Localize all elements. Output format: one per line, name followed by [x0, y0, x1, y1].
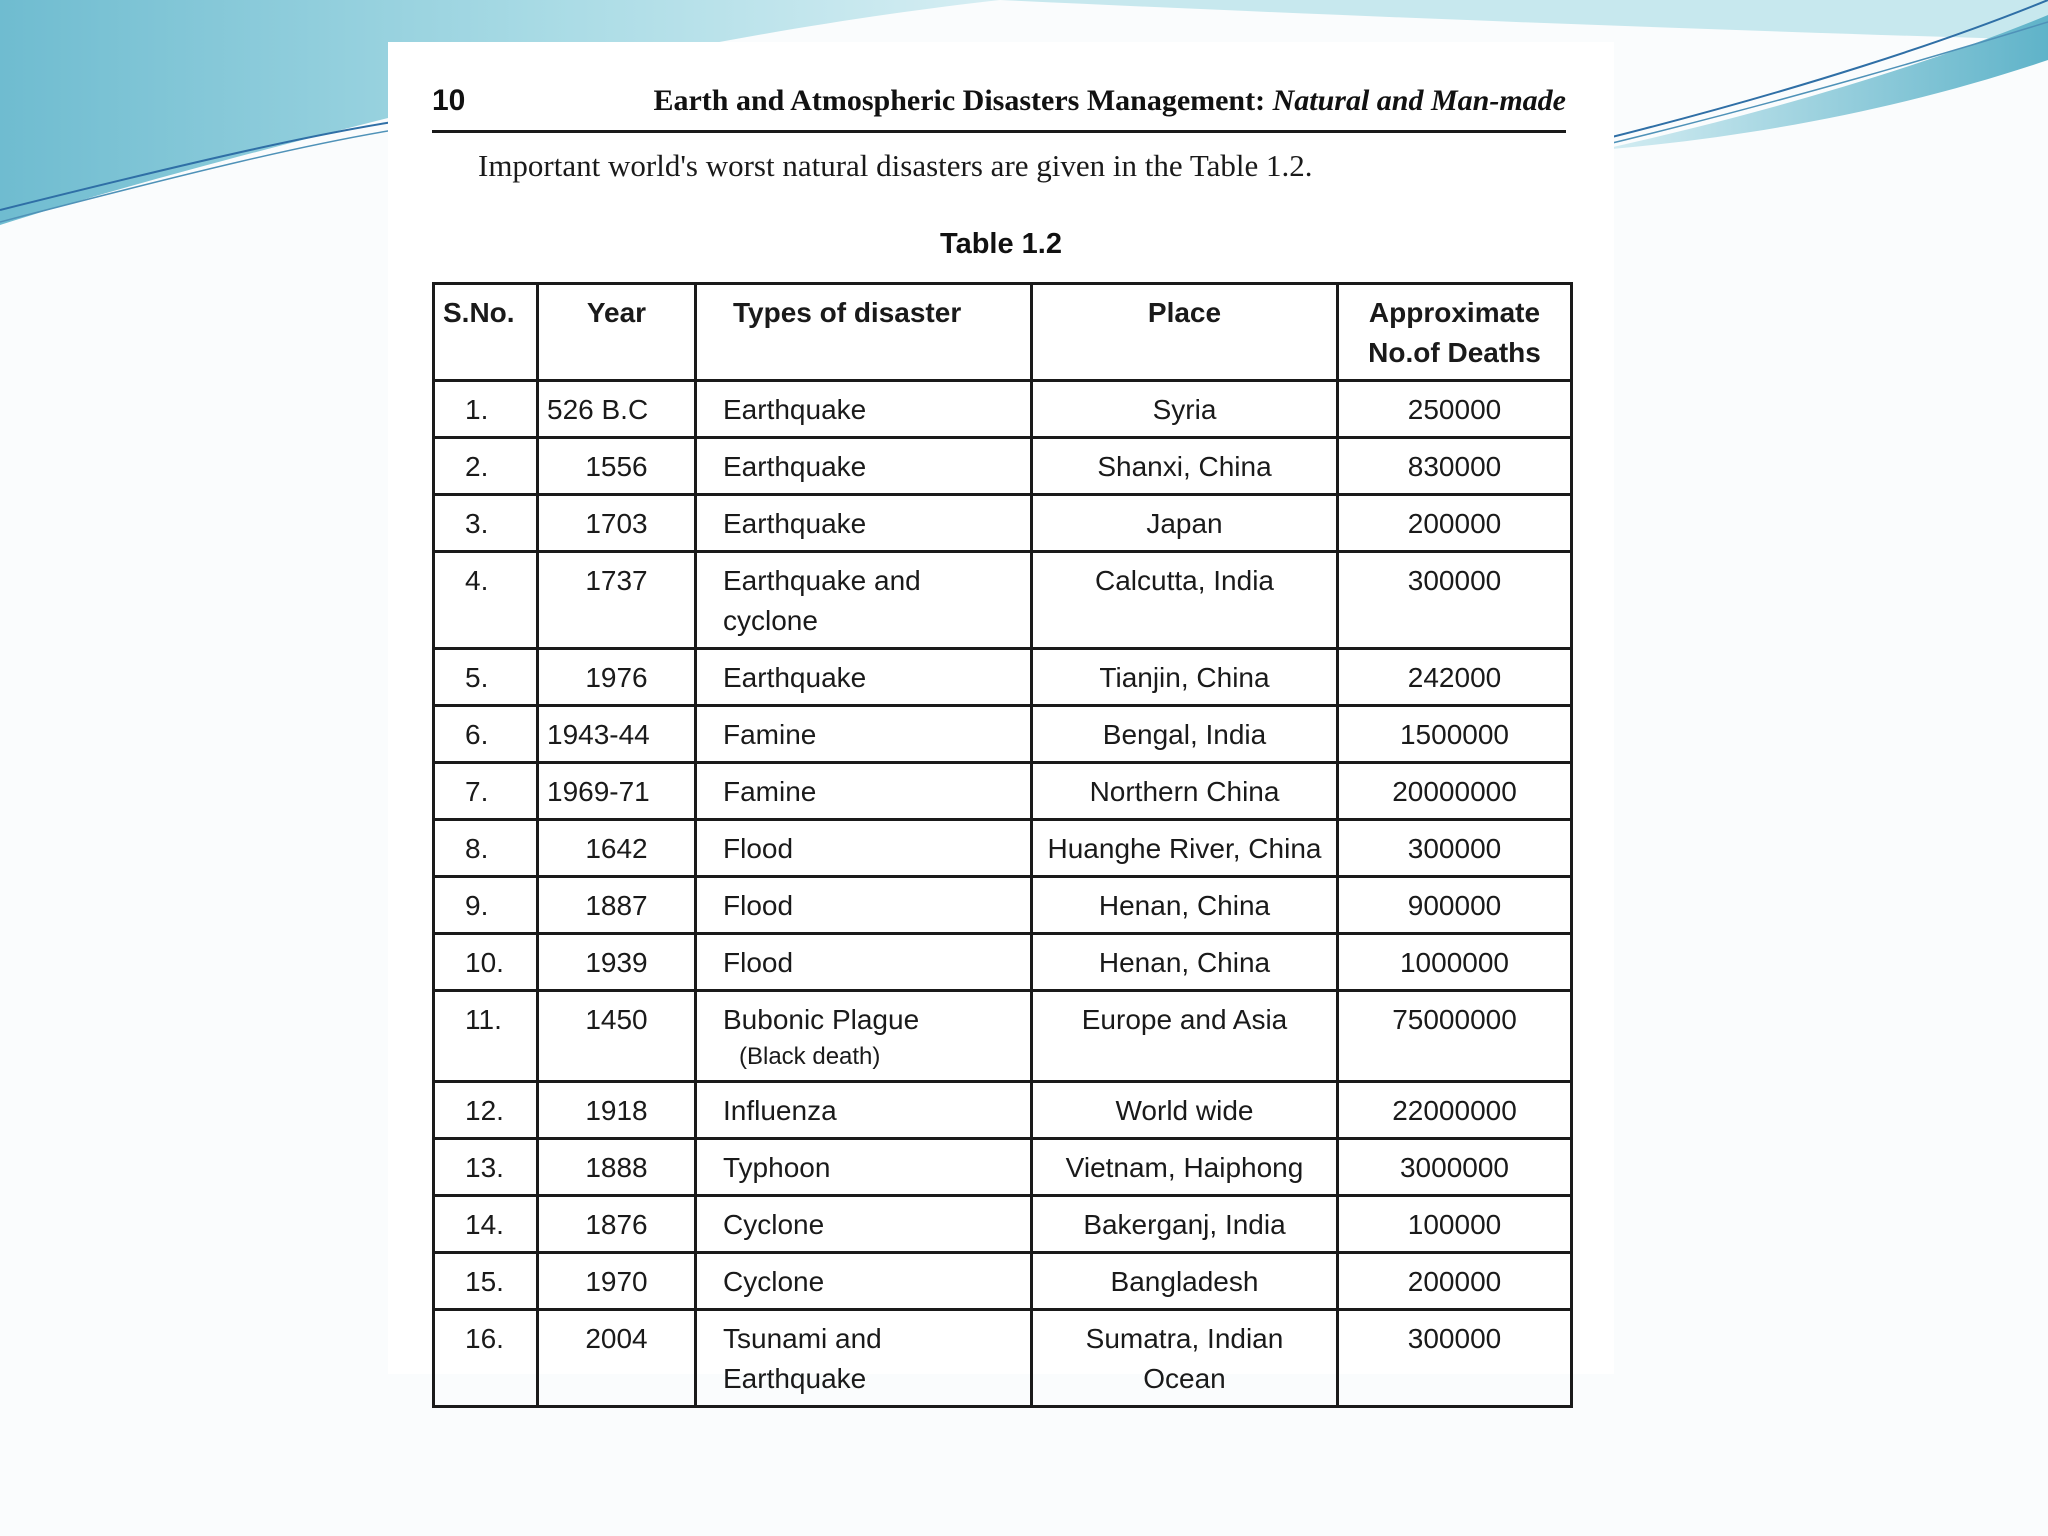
- cell-place: [1032, 763, 1338, 820]
- cell-type-text: Earthquake: [723, 662, 867, 693]
- cell-sno: [434, 1310, 538, 1407]
- table-row: [434, 438, 1572, 495]
- cell-place-text: Bengal, India: [1102, 719, 1267, 750]
- cell-year: [538, 706, 696, 763]
- cell-deaths-text: 200000: [1407, 1266, 1502, 1297]
- cell-year: [538, 1310, 696, 1407]
- cell-sno-text: 10.: [465, 947, 504, 978]
- table-row: [434, 991, 1572, 1082]
- cell-sno: [434, 1139, 538, 1196]
- cell-type: [696, 991, 1032, 1082]
- cell-deaths-text: 200000: [1407, 508, 1502, 539]
- cell-place: [1032, 1253, 1338, 1310]
- cell-deaths: [1338, 1082, 1572, 1139]
- cell-sno: [434, 934, 538, 991]
- cell-place-text: Northern China: [1089, 776, 1280, 807]
- cell-type-text: Influenza: [723, 1095, 837, 1126]
- table-row: [434, 1082, 1572, 1139]
- cell-type-text: Tsunami and Earthquake: [723, 1323, 882, 1394]
- cell-sno-text: 15.: [465, 1266, 504, 1297]
- cell-year-text: 1970: [585, 1266, 648, 1297]
- cell-year-text: 1969-71: [547, 776, 650, 807]
- table-row: [434, 495, 1572, 552]
- cell-year-text: 1703: [585, 508, 648, 539]
- cell-year: [538, 820, 696, 877]
- cell-type-text: Famine: [723, 719, 817, 750]
- cell-deaths-text: 300000: [1407, 1323, 1502, 1354]
- table-row: [434, 820, 1572, 877]
- cell-year: [538, 495, 696, 552]
- cell-year-text: 1887: [585, 890, 648, 921]
- cell-type: [696, 381, 1032, 438]
- running-head: [432, 64, 1566, 133]
- cell-type: [696, 552, 1032, 649]
- cell-place-text: Henan, China: [1098, 890, 1271, 921]
- cell-type: [696, 820, 1032, 877]
- cell-place: [1032, 1139, 1338, 1196]
- cell-type: [696, 438, 1032, 495]
- cell-sno: [434, 649, 538, 706]
- cell-year-text: 1976: [585, 662, 648, 693]
- cell-place: [1032, 1082, 1338, 1139]
- cell-place-text: Henan, China: [1098, 947, 1271, 978]
- cell-sno: [434, 763, 538, 820]
- cell-deaths: [1338, 1253, 1572, 1310]
- cell-deaths: [1338, 934, 1572, 991]
- cell-year: [538, 1253, 696, 1310]
- cell-year-text: 1450: [585, 1004, 648, 1035]
- cell-sno-text: 6.: [465, 719, 489, 750]
- cell-type: [696, 763, 1032, 820]
- cell-place-text: Europe and Asia: [1081, 1004, 1288, 1035]
- cell-year-text: 1888: [585, 1152, 648, 1183]
- cell-place-text: World wide: [1115, 1095, 1254, 1126]
- cell-sno-text: 13.: [465, 1152, 504, 1183]
- cell-sno-text: 2.: [465, 451, 489, 482]
- header-sno: S.No.: [434, 284, 538, 381]
- cell-place-text: Shanxi, China: [1097, 451, 1272, 482]
- cell-place: [1032, 438, 1338, 495]
- cell-year-text: 2004: [585, 1323, 648, 1354]
- header-deaths: Approximate No.of Deaths: [1338, 284, 1572, 381]
- cell-type-text: Famine: [723, 776, 817, 807]
- cell-place: [1032, 495, 1338, 552]
- cell-place: [1032, 820, 1338, 877]
- cell-deaths-text: 22000000: [1392, 1095, 1517, 1126]
- cell-type-text: Earthquake: [723, 394, 867, 425]
- cell-type: [696, 1082, 1032, 1139]
- cell-year-text: 1556: [585, 451, 648, 482]
- cell-sno: [434, 552, 538, 649]
- cell-deaths-text: 900000: [1407, 890, 1502, 921]
- cell-sno-text: 14.: [465, 1209, 504, 1240]
- cell-sno-text: 4.: [465, 565, 489, 596]
- cell-deaths: [1338, 552, 1572, 649]
- cell-place: [1032, 381, 1338, 438]
- cell-type: [696, 934, 1032, 991]
- cell-type: [696, 1139, 1032, 1196]
- cell-deaths-text: 300000: [1407, 833, 1502, 864]
- cell-type: [696, 1253, 1032, 1310]
- table-row: [434, 763, 1572, 820]
- cell-type-text: Earthquake: [723, 508, 867, 539]
- cell-sno-text: 1.: [465, 394, 489, 425]
- cell-deaths-text: 100000: [1407, 1209, 1502, 1240]
- table-row: [434, 1253, 1572, 1310]
- cell-year-text: 1642: [585, 833, 648, 864]
- cell-deaths: [1338, 763, 1572, 820]
- cell-place: [1032, 649, 1338, 706]
- table-body: [434, 381, 1572, 1407]
- cell-type: [696, 495, 1032, 552]
- cell-deaths: [1338, 438, 1572, 495]
- cell-deaths: [1338, 820, 1572, 877]
- table-row: [434, 552, 1572, 649]
- cell-place-text: Calcutta, India: [1095, 565, 1274, 596]
- cell-year-text: 1918: [585, 1095, 648, 1126]
- table-row: [434, 934, 1572, 991]
- cell-type-text: Flood: [723, 947, 794, 978]
- cell-place-text: Syria: [1152, 394, 1217, 425]
- cell-year: [538, 1082, 696, 1139]
- cell-deaths: [1338, 877, 1572, 934]
- table-caption: Table 1.2: [940, 228, 1062, 260]
- cell-deaths-text: 1500000: [1399, 719, 1509, 750]
- cell-deaths: [1338, 1310, 1572, 1407]
- cell-deaths: [1338, 706, 1572, 763]
- table-header-row: [434, 284, 1572, 381]
- cell-year: [538, 934, 696, 991]
- cell-year: [538, 381, 696, 438]
- cell-type-text: Cyclone: [723, 1209, 825, 1240]
- scanned-book-page: [388, 42, 1614, 1394]
- cell-sno: [434, 1082, 538, 1139]
- cell-place-text: Huanghe River, China: [1047, 833, 1322, 864]
- cell-type: [696, 1310, 1032, 1407]
- cell-sno-text: 11.: [465, 1004, 502, 1035]
- cell-year: [538, 763, 696, 820]
- cell-sno: [434, 438, 538, 495]
- cell-deaths: [1338, 991, 1572, 1082]
- cell-sno: [434, 991, 538, 1082]
- disasters-table: [432, 282, 1573, 1408]
- intro-paragraph: Important world's worst natural disasters are given in the Table 1.2.: [478, 148, 1313, 183]
- cell-sno-text: 16.: [465, 1323, 504, 1354]
- cell-type-note: (Black death): [739, 1043, 881, 1070]
- cell-year-text: 526 B.C: [547, 394, 649, 425]
- cell-sno: [434, 820, 538, 877]
- cell-year: [538, 877, 696, 934]
- cell-year: [538, 1196, 696, 1253]
- cell-place-text: Sumatra, Indian Ocean: [1085, 1323, 1284, 1394]
- header-type: Types of disaster: [696, 284, 1032, 381]
- cell-sno: [434, 1196, 538, 1253]
- cell-place: [1032, 991, 1338, 1082]
- cell-deaths: [1338, 1139, 1572, 1196]
- cell-type: [696, 649, 1032, 706]
- header-year: Year: [538, 284, 696, 381]
- cell-type-text: Bubonic Plague: [723, 1004, 920, 1035]
- cell-sno-text: 12.: [465, 1095, 504, 1126]
- cell-year-text: 1737: [585, 565, 648, 596]
- cell-type: [696, 1196, 1032, 1253]
- cell-type-text: Flood: [723, 833, 794, 864]
- cell-deaths-text: 75000000: [1392, 1004, 1517, 1035]
- cell-year: [538, 438, 696, 495]
- cell-deaths-text: 300000: [1407, 565, 1502, 596]
- cell-place: [1032, 706, 1338, 763]
- cell-deaths-text: 830000: [1407, 451, 1502, 482]
- cell-place-text: Bangladesh: [1110, 1266, 1259, 1297]
- book-title: [653, 84, 1566, 118]
- book-title-italic: Natural and Man-made: [1272, 84, 1566, 117]
- cell-type-text: Earthquake and cyclone: [723, 565, 921, 636]
- cell-year: [538, 991, 696, 1082]
- table-row: [434, 381, 1572, 438]
- table-row: [434, 706, 1572, 763]
- cell-sno: [434, 381, 538, 438]
- cell-year-text: 1876: [585, 1209, 648, 1240]
- cell-place-text: Japan: [1146, 508, 1223, 539]
- cell-place: [1032, 1196, 1338, 1253]
- cell-type-text: Cyclone: [723, 1266, 825, 1297]
- cell-type-text: Typhoon: [723, 1152, 831, 1183]
- cell-place-text: Vietnam, Haiphong: [1065, 1152, 1304, 1183]
- cell-deaths: [1338, 381, 1572, 438]
- cell-deaths-text: 242000: [1407, 662, 1502, 693]
- cell-year: [538, 1139, 696, 1196]
- cell-sno-text: 7.: [465, 776, 489, 807]
- cell-sno-text: 3.: [465, 508, 489, 539]
- cell-type-text: Earthquake: [723, 451, 867, 482]
- cell-type: [696, 877, 1032, 934]
- cell-deaths: [1338, 495, 1572, 552]
- table-row: [434, 1196, 1572, 1253]
- table-row: [434, 1139, 1572, 1196]
- cell-type: [696, 706, 1032, 763]
- cell-place: [1032, 1310, 1338, 1407]
- cell-sno-text: 5.: [465, 662, 489, 693]
- cell-sno: [434, 1253, 538, 1310]
- cell-sno-text: 9.: [465, 890, 489, 921]
- cell-place-text: Bakerganj, India: [1083, 1209, 1286, 1240]
- cell-deaths: [1338, 1196, 1572, 1253]
- table-row: [434, 877, 1572, 934]
- cell-sno: [434, 877, 538, 934]
- cell-year-text: 1939: [585, 947, 648, 978]
- cell-deaths-text: 20000000: [1392, 776, 1517, 807]
- cell-sno: [434, 706, 538, 763]
- header-place: Place: [1032, 284, 1338, 381]
- cell-deaths-text: 1000000: [1399, 947, 1509, 978]
- cell-sno: [434, 495, 538, 552]
- table-row: [434, 1310, 1572, 1407]
- cell-place: [1032, 934, 1338, 991]
- cell-year-text: 1943-44: [547, 719, 650, 750]
- cell-year: [538, 552, 696, 649]
- book-title-main: Earth and Atmospheric Disasters Management:: [653, 84, 1266, 117]
- cell-year: [538, 649, 696, 706]
- cell-sno-text: 8.: [465, 833, 489, 864]
- cell-place: [1032, 552, 1338, 649]
- table-row: [434, 649, 1572, 706]
- cell-type-text: Flood: [723, 890, 794, 921]
- cell-deaths-text: 3000000: [1399, 1152, 1509, 1183]
- cell-deaths: [1338, 649, 1572, 706]
- cell-place: [1032, 877, 1338, 934]
- cell-deaths-text: 250000: [1407, 394, 1502, 425]
- cell-place-text: Tianjin, China: [1099, 662, 1270, 693]
- page-number: 10: [432, 84, 466, 117]
